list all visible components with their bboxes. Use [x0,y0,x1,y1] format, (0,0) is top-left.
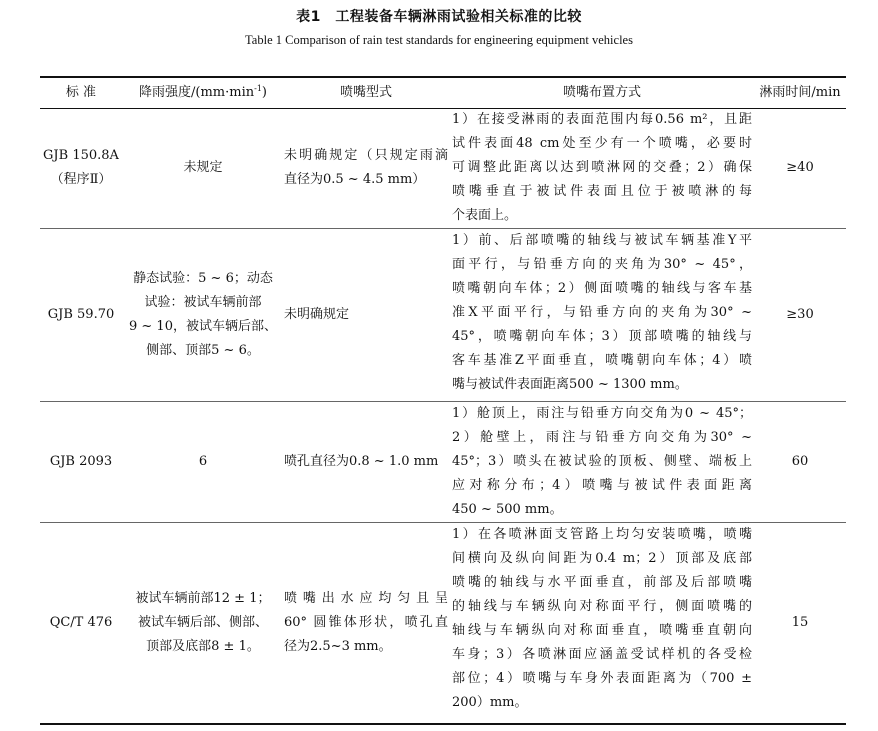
cell-line: 1）舱顶上，雨注与铅垂方向交角为0 ~ 45°； [452,406,752,421]
cell-rain-duration [754,156,846,180]
header-rain-duration: 淋雨时间/min [759,85,841,100]
cell-rain-intensity [124,587,282,659]
cell-line: 被试车辆前部12 ± 1； [135,591,271,606]
cell-line: 嘴与被试件表面距离500 ~ 1300 mm。 [452,377,688,392]
cell-line: 面平行，与铅垂方向的夹角为30° ~ 45°， [452,257,752,272]
cell-line: 应对称分布；4）喷嘴与被试件表面距离 [452,478,752,493]
cell-line: 45°，喷嘴朝向车体；3）顶部喷嘴的轴线与 [452,329,752,344]
cell-line: 1）在接受淋雨的表面范围内每0.56 m²，且距 [452,112,752,127]
cell-line: 的轴线与车辆纵向对称面平行，侧面喷嘴的 [452,599,752,614]
cell-line: 顶部及底部8 ± 1。 [146,639,260,654]
cell-line: 试验：被试车辆前部 [144,295,262,310]
cell-line: 喷嘴垂直于被试件表面且位于被喷淋的每 [452,184,752,199]
header-rain-intensity-exponent: -1 [254,84,262,93]
cell-nozzle-layout [452,523,752,715]
cell-line: 客车基准Z平面垂直，喷嘴朝向车体；4）喷 [452,353,752,368]
cell-line: 未明确规定 [284,307,350,322]
cell-line: 试件表面48 cm处至少有一个喷嘴，必要时 [452,136,752,151]
cell-nozzle-layout [452,229,752,397]
cell-line: ≥30 [786,307,814,322]
cell-line: 450 ~ 500 mm。 [452,502,563,517]
cell-line: 60 [791,454,809,469]
cell-line: 15 [791,615,809,630]
cell-rain-duration [754,611,846,635]
cell-line: 喷嘴的轴线与水平面垂直，前部及后部喷嘴 [452,575,752,590]
cell-line: 未明确规定（只规定雨滴 [284,148,448,163]
cell-line: GJB 59.70 [47,307,115,322]
cell-nozzle-type [284,587,448,659]
cell-line: 直径为0.5 ~ 4.5 mm） [284,172,426,187]
cell-nozzle-layout [452,108,752,228]
cell-line: 准X平面平行，与铅垂方向的夹角为30° ~ [452,305,752,320]
cell-line: （程序Ⅱ） [50,172,112,187]
cell-standard [40,144,122,192]
cell-nozzle-type [284,144,448,192]
cell-line: 6 [198,454,208,469]
cell-line: 车身；3）各喷淋面应涵盖受试样机的各受检 [452,647,752,662]
cell-nozzle-type [284,303,448,327]
header-nozzle-type: 喷嘴型式 [339,85,392,100]
header-rain-intensity-close: ) [261,85,267,100]
cell-standard [40,303,122,327]
cell-line: 静态试验：5 ~ 6；动态 [133,271,273,286]
header-nozzle-layout: 喷嘴布置方式 [562,85,641,100]
cell-line: 1）前、后部喷嘴的轴线与被试车辆基准Y平 [452,233,752,248]
cell-rain-intensity [124,450,282,474]
cell-standard [40,611,122,635]
cell-line: 可调整此距离以达到喷淋网的交叠；2）确保 [452,160,752,175]
cell-line: 部位；4）喷嘴与车身外表面距离为（700 ± [452,671,752,686]
cell-line: GJB 150.8A [43,148,119,163]
cell-rain-intensity [124,267,282,363]
cell-line: QC/T 476 [49,615,113,630]
cell-line: 45°；3）喷头在被试验的顶板、侧壁、端板上 [452,454,752,469]
cell-line: 径为2.5~3 mm。 [284,639,392,654]
cell-nozzle-type [284,450,448,474]
bottom-rule [40,723,846,725]
cell-nozzle-layout [452,402,752,522]
cell-rain-duration [754,450,846,474]
header-rain-intensity-text: 降雨强度/(mm·min [139,85,255,100]
cell-line: 轴线与车辆纵向对称面垂直，喷嘴垂直朝向 [452,623,752,638]
header-standard: 标 准 [65,85,97,100]
cell-line: 间横向及纵向间距为0.4 m；2）顶部及底部 [452,551,752,566]
top-rule [40,76,846,78]
cell-line: 1）在各喷淋面支管路上均匀安装喷嘴，喷嘴 [452,527,752,542]
table-title-en: Table 1 Comparison of rain test standards for engineering equipment vehicles [245,33,633,47]
cell-line: 未规定 [183,160,223,175]
cell-standard [40,450,122,474]
cell-line: GJB 2093 [49,454,113,469]
cell-line: 200）mm。 [452,695,528,710]
cell-line: 喷嘴朝向车体；2）侧面喷嘴的轴线与客车基 [452,281,752,296]
cell-line: 被试车辆后部、侧部、 [137,615,268,630]
table-title-cn: 表1 工程装备车辆淋雨试验相关标准的比较 [296,9,582,25]
cell-line: ≥40 [786,160,814,175]
cell-rain-duration [754,303,846,327]
cell-line: 个表面上。 [452,208,518,223]
cell-line: 9 ~ 10，被试车辆后部、 [129,319,277,334]
cell-line: 2）舱壁上，雨注与铅垂方向交角为30° ~ [452,430,752,445]
header-rain-intensity [124,80,282,106]
cell-line: 侧部、顶部5 ~ 6。 [146,343,260,358]
cell-rain-intensity [124,156,282,180]
cell-line: 喷嘴出水应均匀且呈 [284,591,448,606]
cell-line: 喷孔直径为0.8 ~ 1.0 mm [284,454,439,469]
cell-line: 60° 圆锥体形状，喷孔直 [284,615,448,630]
